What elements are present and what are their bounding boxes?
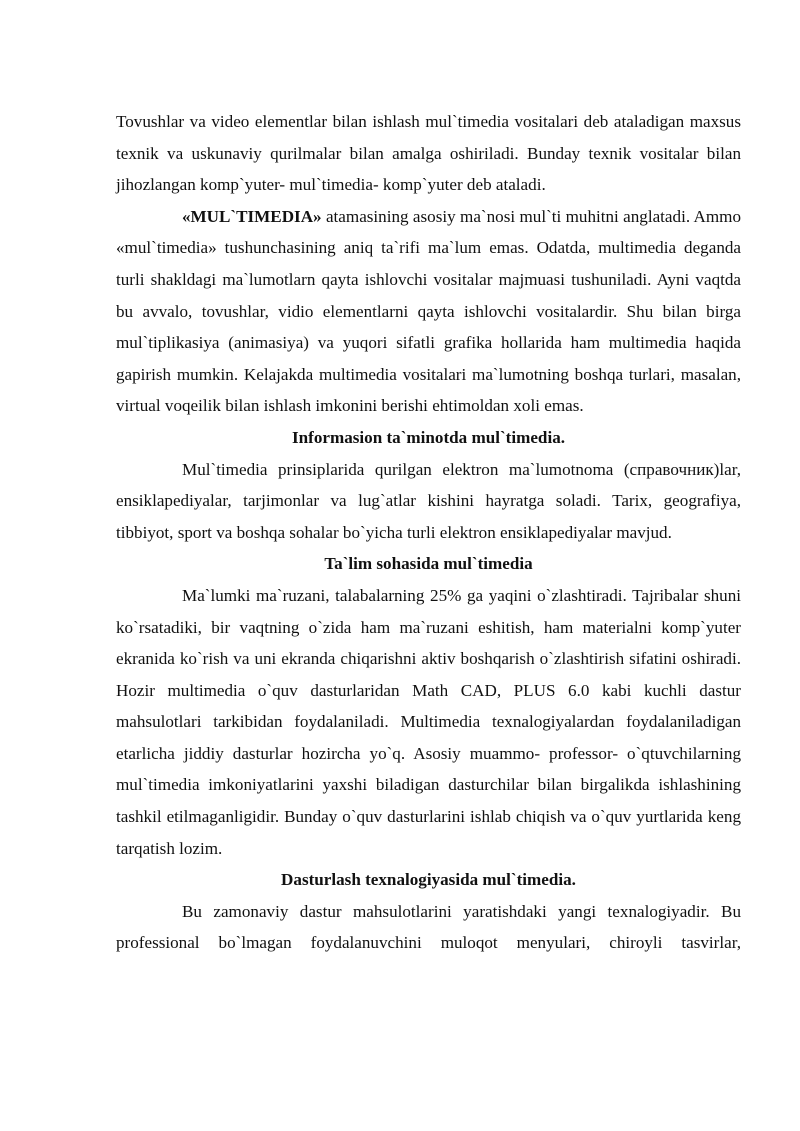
paragraph-intro: Tovushlar va video elementlar bilan ishlash mul`timedia vositalari deb ataladigan maxsus texnik va uskunaviy qurilmalar bilan amalga oshiriladi. Bunday texnik vositalar bilan jihozlangan komp`yuter- mul`timedia- komp`yuter deb ataladi. [116, 112, 741, 195]
paragraph-multimedia-definition-text: atamasining asosiy ma`nosi mul`ti muhitni anglatadi. Ammo «mul`timedia» tushunchasining aniq ta`rifi ma`lum emas. Odatda, multimedia deganda turli shakldagi ma`lumotlarn qayta ishlovchi vositalar majmuasi tushuniladi. Ayni vaqtda bu avvalo, tovushlar, vidio elementlarni qayta ishlovchi vositalardir. Shu bilan birga mul`tiplikasiya (animasiya) va yuqori sifatli grafika hollarida ham multimedia haqida gapirish mumkin. Kelajakda multimedia vositalari ma`lumotning boshqa turlari, masalan, virtual voqeilik bilan ishlash imkonini berishi ehtimoldan xoli emas. [116, 206, 741, 416]
heading-information-support: Informasion ta`minotda mul`timedia. [291, 427, 566, 447]
document-page [116, 106, 741, 959]
paragraph-programming-technology: Bu zamonaviy dastur mahsulotlarini yaratishdaki yangi texnalogiyadir. Bu professional bo`lmagan foydalanuvchini muloqot menyulari, chiroyli tasvirlar, [116, 901, 741, 953]
paragraph-education: Ma`lumki ma`ruzani, talabalarning 25% ga yaqini o`zlashtiradi. Tajribalar shuni ko`rsatadiki, bir vaqtning o`zida ham ma`ruzani eshitish, ham materialni komp`yuter ekranida ko`rish va uni ekranda chiqarishni aktiv boshqarish o`zlashtirish sifatini oshiradi. Hozir multimedia o`quv dasturlaridan Math CAD, PLUS 6.0 kabi kuchli dastur mahsulotlari tarkibidan foydalaniladi. Multimedia texnalogiyalardan foydalaniladigan etarlicha jiddiy dasturlar hozircha yo`q. Asosiy muammo- professor- o`qtuvchilarning mul`timedia imkoniyatlarini yaxshi biladigan dasturchilar bilan birgalikda ishlashining tashkil etilmaganligidir. Bunday o`quv dasturlarini ishlab chiqish va o`quv yurtlarida keng tarqatish lozim. [116, 585, 741, 858]
paragraph-multimedia-definition [116, 201, 741, 422]
heading-education: Ta`lim sohasida mul`timedia [324, 554, 533, 574]
term-multimedia: «MUL`TIMEDIA» [182, 206, 322, 226]
heading-programming-technology: Dasturlash texnalogiyasida mul`timedia. [281, 870, 576, 890]
paragraph-information-support: Mul`timedia prinsiplarida qurilgan elektron ma`lumotnoma (справочник)lar, ensiklapediyalar, tarjimonlar va lug`atlar kishini hayratga soladi. Tarix, geografiya, tibbiyot, sport va boshqa sohalar bo`yicha turli elektron ensiklapediyalar mavjud. [116, 459, 741, 542]
